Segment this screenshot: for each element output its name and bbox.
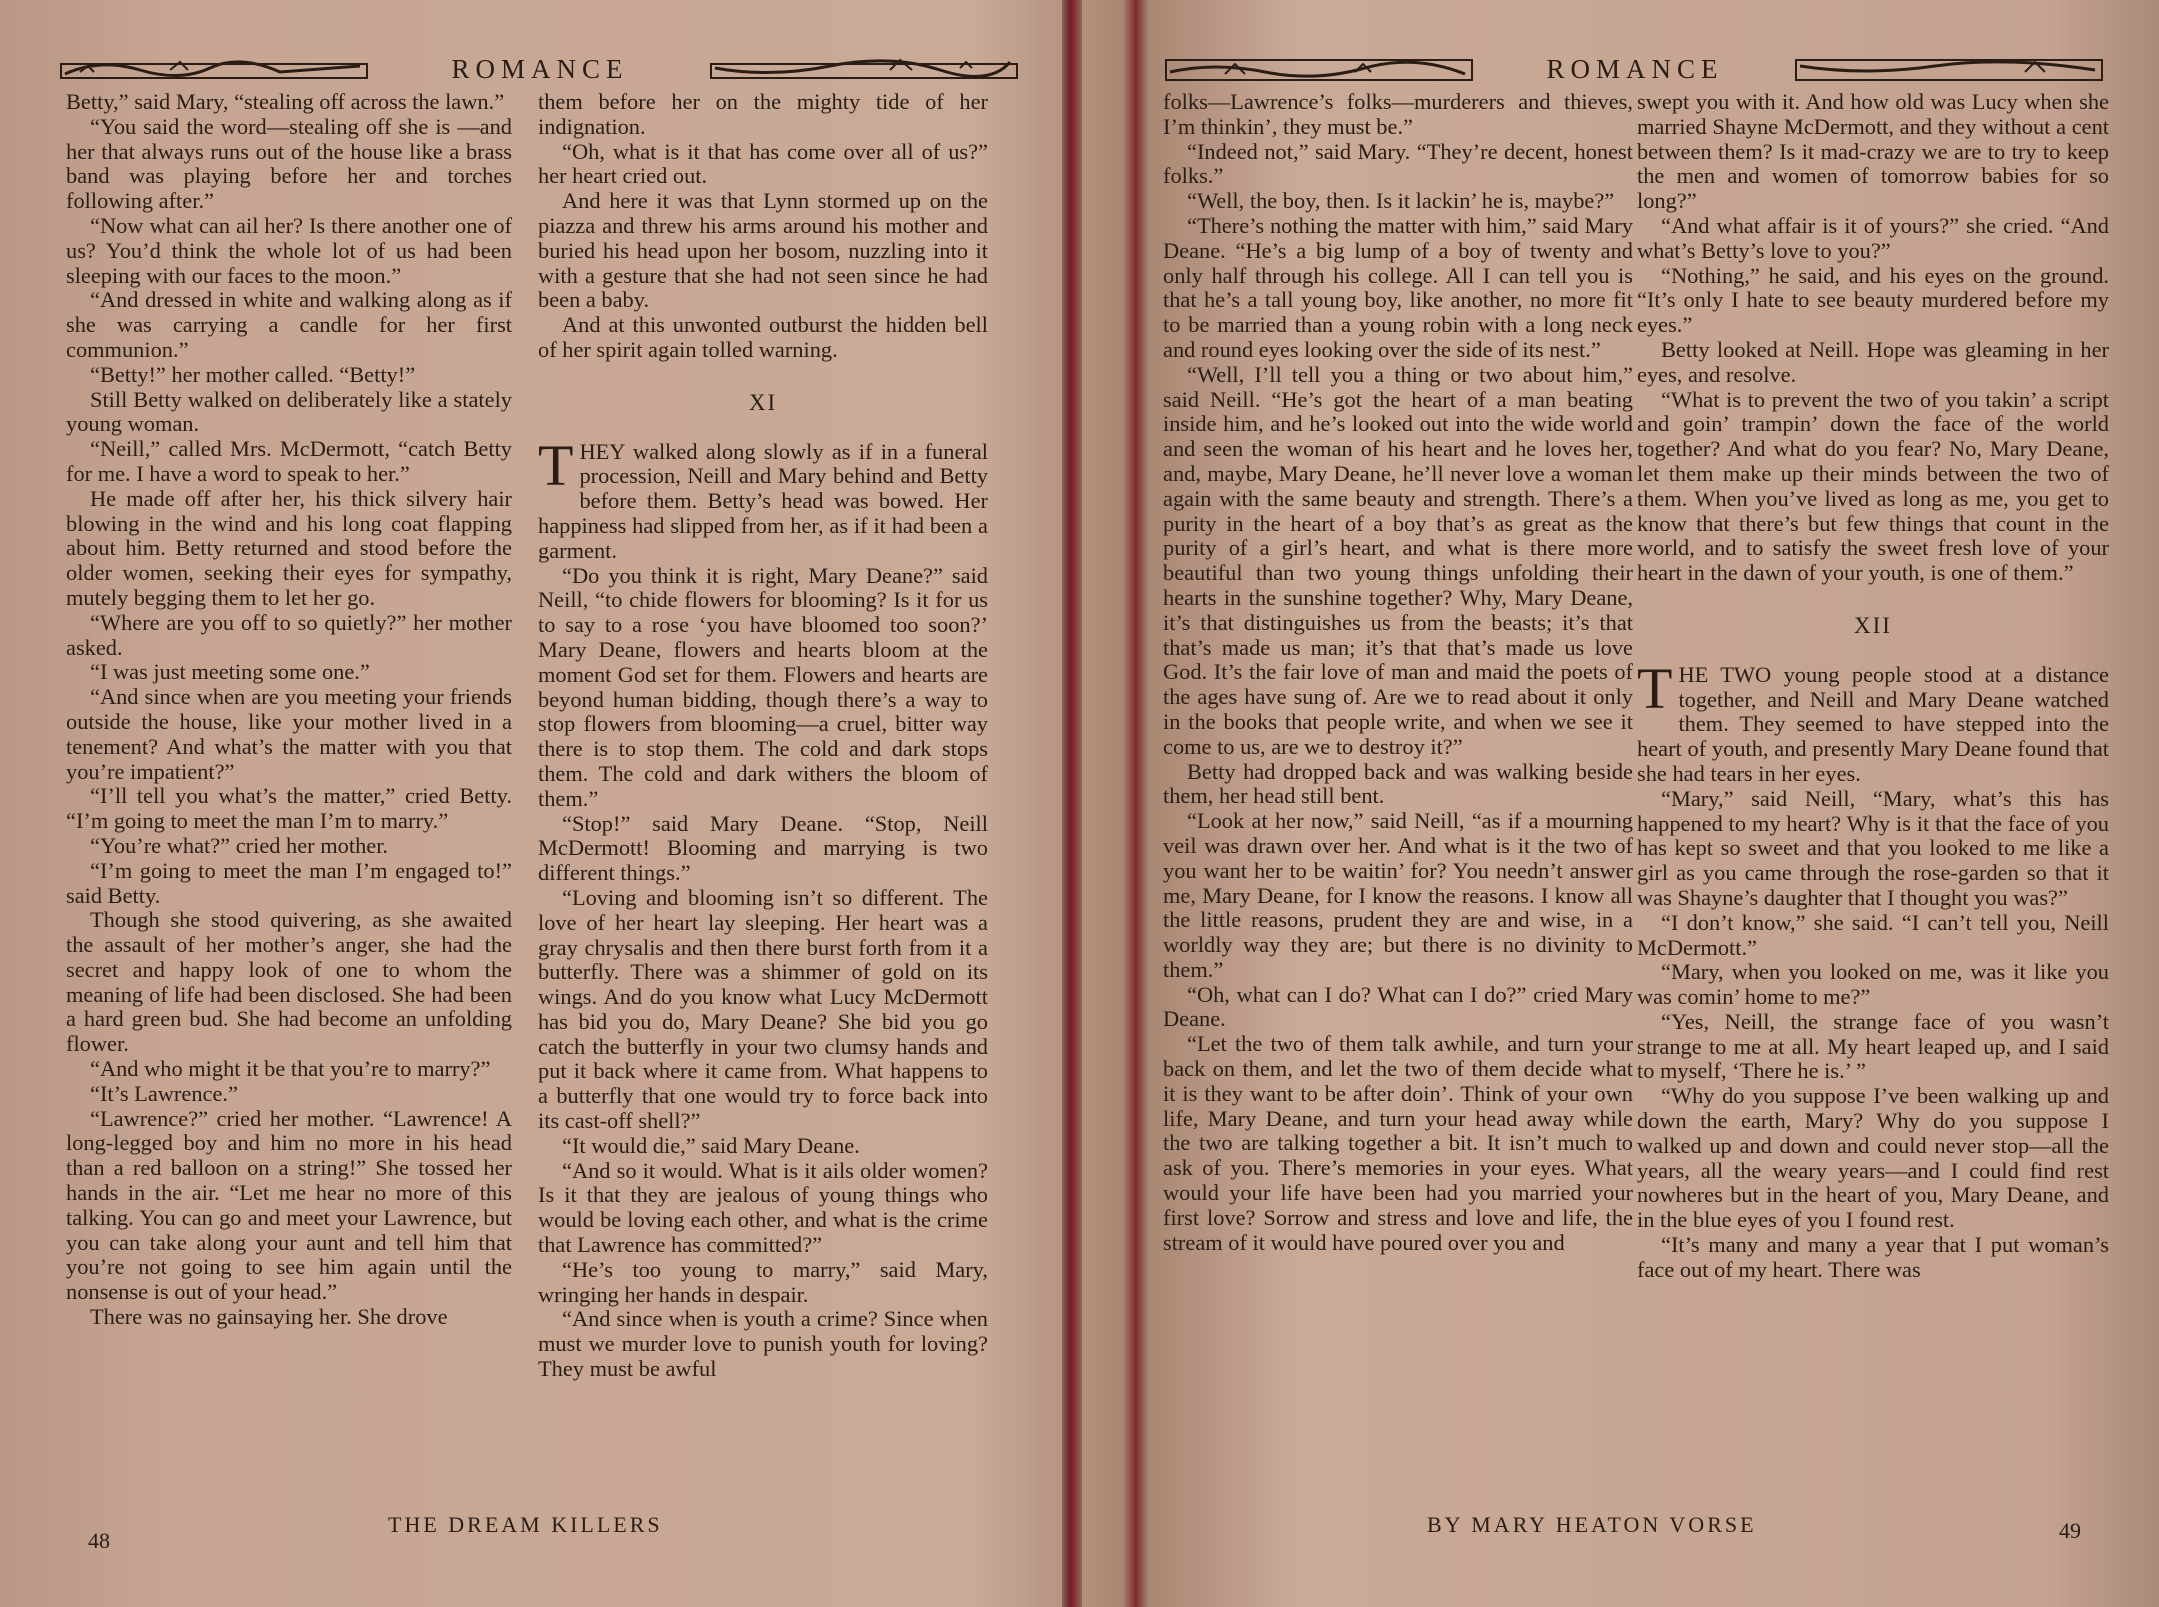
paragraph: “And who might it be that you’re to marry?” (90, 1056, 491, 1082)
paragraph: Betty had dropped back and was walking beside them, her head still bent. (1163, 758, 1633, 809)
paragraph: And at this unwonted outburst the hidden bell of her spirit again tolled warning. (538, 312, 988, 362)
paragraph: “There’s nothing the matter with him,” said Mary Deane. “He’s a big lump of a boy of twenty and only half through his college. All I can tell you is that he’s a tall young boy, like another, no more fit to be married than a young robin with a long neck and round eyes looking over the side of its nest.” (1163, 212, 1633, 362)
chapter-opening-paragraph (538, 432, 988, 564)
paragraph: “And since when are you meeting your friends outside the house, like your mother lived in a tenement? And what’s the matter with you that you’re impatient?” (66, 684, 512, 784)
paragraph: “It’s Lawrence.” (90, 1080, 238, 1106)
text-column-2 (538, 90, 988, 1382)
paragraph: And here it was that Lynn stormed up on the piazza and threw his arms around his mother and buried his head upon her bosom, nuzzling into it with a gesture that she had not seen since he had been a baby. (538, 188, 988, 313)
paragraph: them before her on the mighty tide of her indignation. (538, 89, 988, 139)
paragraph: “Lawrence?” cried her mother. “Lawrence! A long-legged boy and him no more in his head than a red balloon on a string!” She tossed her hands in the air. “Let me hear no more of this talking. You can go and meet your Lawrence, but you can take along your aunt and tell him that you’re not going to see him again until the nonsense is out of your head.” (66, 1105, 512, 1305)
paragraph: “And since when is youth a crime? Since when must we murder love to punish youth for loving? They must be awful (538, 1306, 988, 1382)
paragraph: “You’re what?” cried her mother. (90, 832, 389, 858)
running-footer: BY MARY HEATON VORSE (1427, 1512, 1757, 1537)
paragraph: “And what affair is it of yours?” she cried. “And what’s Betty’s love to you?” (1637, 212, 2109, 263)
paragraph: “Where are you off to so quietly?” her mother asked. (66, 609, 512, 660)
paragraph: “Now what can ail her? Is there another one of us? You’d think the whole lot of us had been sleeping with our faces to the moon.” (66, 212, 512, 288)
paragraph: “What is to prevent the two of you takin’ a script and goin’ trampin’ down the face of the world together? And what do you fear? No, Mary Deane, let them make up their minds between the two of them. When you’ve lived as long as me, you get to know that there’s but few things that count in the world, and to satisfy the sweet fresh love of your heart in the dawn of your youth, is one of them.” (1637, 386, 2109, 586)
paragraph: “It would die,” said Mary Deane. (562, 1132, 860, 1158)
opening-text: HEY walked along slowly as if in a funeral procession, Neill and Mary behind and Betty before them. Betty’s head was bowed. Her happiness had slipped from her, as if it had been a garment. (538, 438, 988, 563)
header-ornament-icon (1795, 56, 2105, 82)
paragraph: “Mary, when you looked on me, was it like you was comin’ home to me?” (1637, 959, 2109, 1010)
paragraph: swept you with it. And how old was Lucy when she married Shayne McDermott, and they without a cent between them? Is it mad-crazy we are to try to keep the men and women of tomorrow babies for so long?” (1637, 89, 2109, 214)
paragraph: “You said the word—stealing off she is —and her that always runs out of the house like a brass band was playing before her and torches following after.” (66, 113, 512, 214)
paragraph: “Stop!” said Mary Deane. “Stop, Neill McDermott! Blooming and marrying is two different things.” (538, 810, 988, 886)
paragraph: “Why do you suppose I’ve been walking up and down the earth, Mary? Why do you suppose I walked up and down and could never stop—all the years, all the weary years—and I could find rest nowheres but in the heart of you, Mary Deane, and in the blue eyes of you I found rest. (1637, 1083, 2109, 1233)
paragraph: Still Betty walked on deliberately like a stately young woman. (66, 386, 512, 437)
paragraph: There was no gainsaying her. She drove (90, 1304, 448, 1330)
header-ornament-icon (710, 56, 1020, 82)
right-page (1085, 0, 2159, 1607)
page-number: 48 (88, 1528, 110, 1553)
paragraph: Though she stood quivering, as she awaited the assault of her mother’s anger, she had the secret and happy look of one to whom the meaning of life had been disclosed. She had been a hard green bud. She had become an unfolding flower. (66, 907, 512, 1057)
drop-cap: T (1637, 655, 1673, 721)
running-header (60, 50, 1020, 90)
paragraph: “Look at her now,” said Neill, “as if a mourning veil was drawn over her. And what is it the two of you want her to be waitin’ for? You needn’t answer me, Mary Deane, for I know the reasons. I know all the little reasons, prudent they are and wise, in a worldly way they are; but there is no divinity to them.” (1163, 808, 1633, 982)
paragraph: “Neill,” called Mrs. McDermott, “catch Betty for me. I have a word to speak to her.” (66, 436, 512, 486)
paragraph: “Well, the boy, then. Is it lackin’ he is, maybe?” (1187, 188, 1615, 214)
paragraph: “Betty!” her mother called. “Betty!” (90, 361, 416, 387)
paragraph: “I don’t know,” she said. “I can’t tell you, Neill McDermott.” (1637, 909, 2109, 960)
paragraph: “Mary,” said Neill, “Mary, what’s this has happened to my heart? Why is it that the face of you has kept so sweet and that you looked to me like a girl as you came through the rose-garden so that it was Shayne’s daughter that I thought you was?” (1637, 785, 2109, 910)
paragraph: He made off after her, his thick silvery hair blowing in the wind and his long coat flapping about him. Betty returned and stood before the older women, seeking their eyes for sympathy, mutely begging them to let her go. (66, 485, 512, 610)
paragraph: “Loving and blooming isn’t so different. The love of her heart lay sleeping. Her heart was a gray chrysalis and then there burst forth from it a butterfly. There was a shimmer of gold on its wings. And do you know what Lucy McDermott has bid you do, Mary Deane? She bid you go catch the butterfly in your two clumsy hands and put it back where it came from. What happens to a butterfly that one would try to force back into its cast-off shell?” (538, 884, 988, 1134)
running-footer: THE DREAM KILLERS (388, 1512, 663, 1537)
header-title: ROMANCE (451, 54, 629, 84)
paragraph: “I was just meeting some one.” (90, 659, 370, 685)
chapter-opening-paragraph (1637, 655, 2109, 787)
running-header (1165, 50, 2105, 90)
chapter-heading: XI (748, 389, 778, 415)
drop-cap: T (538, 432, 574, 498)
paragraph: “I’m going to meet the man I’m engaged to!” said Betty. (66, 857, 512, 908)
opening-text: HE TWO young people stood at a distance together, and Neill and Mary Deane watched them. They seemed to have stepped into the heart of youth, and presently Mary Deane found that she had tears in her eyes. (1637, 661, 2109, 786)
paragraph: Betty,” said Mary, “stealing off across the lawn.” (66, 89, 505, 114)
paragraph: “Well, I’ll tell you a thing or two about him,” said Neill. “He’s got the heart of a man beating inside him, and he’s looked out into the wide world and seen the woman of his heart and he loves her, and, maybe, Mary Deane, he’ll never love a woman again with the same beauty and strength. There’s a purity in the heart of a boy that’s as great as the purity of a girl’s heart, and what is there more beautiful than two young things unfolding their hearts in the sunshine together? Why, Mary Deane, it’s that distinguishes us from the beasts; it’s that that’s made us man; it’s that that’s made us love God. It’s the fair love of man and maid the poets of the ages have sung of. Are we to read about it only in the books that people write, and when we see it come to us, are we to destroy it?” (1163, 361, 1633, 759)
paragraph: “And dressed in white and walking along as if she was carrying a candle for her first communion.” (66, 287, 512, 362)
paragraph: “And so it would. What is it ails older women? Is it that they are jealous of young things who would be loving each other, and what is the crime that Lawrence has committed?” (538, 1157, 988, 1258)
paragraph: Betty looked at Neill. Hope was gleaming in her eyes, and resolve. (1637, 336, 2109, 387)
chapter-heading: XII (1854, 612, 1892, 638)
paragraph: “Do you think it is right, Mary Deane?” said Neill, “to chide flowers for blooming? Is it for us to say to a rose ‘you have bloomed too soon?’ Mary Deane, flowers and hearts bloom at the moment God set for them. Flowers and hearts are beyond human bidding, though there’s a way to stop flowers from blooming—a cruel, bitter way there is to stop them. The cold and dark stops them. The cold and dark withers the bloom of them.” (538, 562, 988, 811)
paragraph: “Oh, what can I do? What can I do?” cried Mary Deane. (1163, 981, 1633, 1032)
paragraph: “Oh, what is it that has come over all of us?” her heart cried out. (538, 138, 988, 189)
left-page (0, 0, 1060, 1607)
paragraph: “Nothing,” he said, and his eyes on the ground. “It’s only I hate to see beauty murdered before my eyes.” (1637, 262, 2109, 338)
paragraph: “He’s too young to marry,” said Mary, wringing her hands in despair. (538, 1256, 988, 1307)
paragraph: “Let the two of them talk awhile, and turn your back on them, and let the two of them decide what it is they want to be after doin’. Think of your own life, Mary Deane, and turn your head away while the two are talking together a bit. It isn’t much to ask of you. There’s memories in your eyes. What would your life have been had you married your first love? Sorrow and stress and love and life, the stream of it would have poured over you and (1163, 1031, 1633, 1255)
text-column-2 (1637, 90, 2109, 1283)
header-title: ROMANCE (1546, 54, 1724, 84)
text-column-1 (66, 90, 512, 1330)
page-number: 49 (2059, 1518, 2081, 1543)
paragraph: “Yes, Neill, the strange face of you wasn’t strange to me at all. My heart leaped up, and I said to myself, ‘There he is.’ ” (1637, 1008, 2109, 1084)
paragraph: “It’s many and many a year that I put woman’s face out of my heart. There was (1637, 1232, 2109, 1282)
binding-gutter (1062, 0, 1082, 1607)
text-column-1 (1163, 90, 1633, 1255)
paragraph: folks—Lawrence’s folks—murderers and thieves, I’m thinkin’, they must be.” (1163, 89, 1633, 139)
paragraph: “Indeed not,” said Mary. “They’re decent, honest folks.” (1163, 138, 1633, 189)
paragraph: “I’ll tell you what’s the matter,” cried Betty. “I’m going to meet the man I’m to marry.” (66, 783, 512, 834)
